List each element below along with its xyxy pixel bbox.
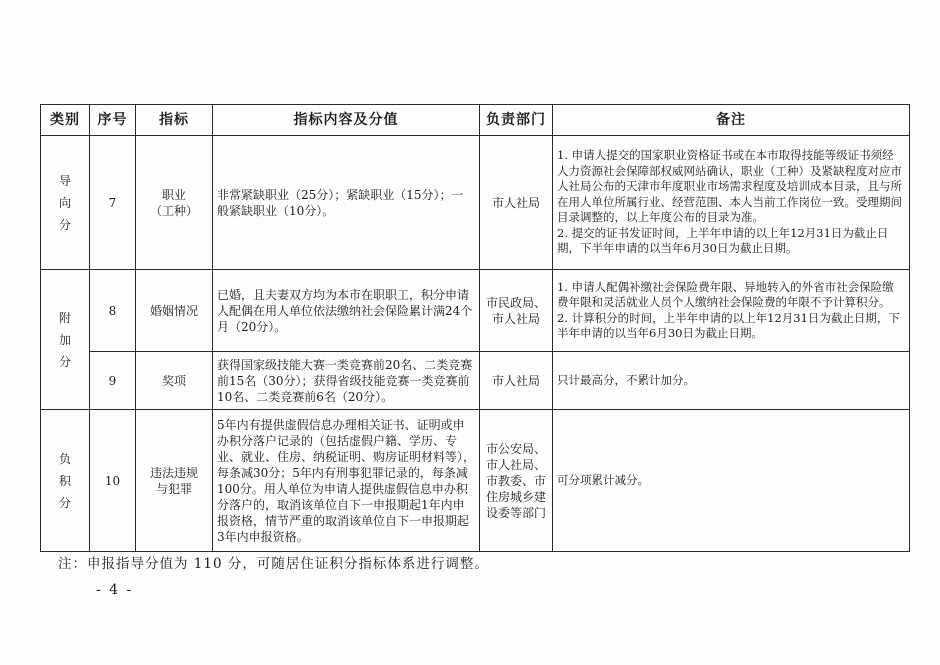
row-number: 9 <box>90 352 136 410</box>
department-cell: 市人社局 <box>480 136 553 270</box>
indicator-cell: 违法违规 与犯罪 <box>136 410 213 552</box>
table-footnote: 注：申报指导分值为 110 分，可随居住证积分指标体系进行调整。 <box>58 556 489 572</box>
points-indicator-table <box>40 104 910 552</box>
row-number: 10 <box>90 410 136 552</box>
indicator-cell: 职业 （工种） <box>136 136 213 270</box>
table-row <box>41 410 910 552</box>
table-row <box>41 352 910 410</box>
category-cell: 负 积 分 <box>41 410 90 552</box>
indicator-cell: 婚姻情况 <box>136 270 213 352</box>
category-cell: 导 向 分 <box>41 136 90 270</box>
remarks-cell: 1. 申请人提交的国家职业资格证书或在本市取得技能等级证书须经人力资源社会保障部权威网站确认，职业（工种）及紧缺程度对应市人社局公布的天津市年度职业市场需求程度及培训成本目录，且与所在用人单位所属行业、经营范围、本人当前工作岗位一致。受理期间目录调整的，以上年度公布的目录为准。 2. 提交的证书发证时间，上半年申请的以上年12月31日为截止日期，下半年申请的以当年6月30日为截止日期。 <box>553 136 910 270</box>
department-cell: 市民政局、市人社局 <box>480 270 553 352</box>
indicator-cell: 奖项 <box>136 352 213 410</box>
page-number: - 4 - <box>96 582 134 598</box>
row-number: 7 <box>90 136 136 270</box>
content-cell: 已婚，且夫妻双方均为本市在职职工，积分申请人配偶在用人单位依法缴纳社会保险累计满24个月（20分）。 <box>213 270 480 352</box>
header-content-score: 指标内容及分值 <box>213 105 480 136</box>
table-row <box>41 136 910 270</box>
table-header-row <box>41 105 910 136</box>
remarks-cell: 可分项累计减分。 <box>553 410 910 552</box>
table-row <box>41 270 910 352</box>
content-cell: 非常紧缺职业（25分）；紧缺职业（15分）；一般紧缺职业（10分）。 <box>213 136 480 270</box>
header-department: 负责部门 <box>480 105 553 136</box>
header-remarks: 备注 <box>553 105 910 136</box>
department-cell: 市公安局、市人社局、市教委、市住房城乡建设委等部门 <box>480 410 553 552</box>
remarks-cell: 只计最高分，不累计加分。 <box>553 352 910 410</box>
header-indicator: 指标 <box>136 105 213 136</box>
content-cell: 获得国家级技能大赛一类竞赛前20名、二类竞赛前15名（30分）；获得省级技能竞赛一类竞赛前10名、二类竞赛前6名（20分）。 <box>213 352 480 410</box>
row-number: 8 <box>90 270 136 352</box>
content-cell: 5年内有提供虚假信息办理相关证书、证明或申办积分落户记录的（包括虚假户籍、学历、专业、就业、住房、纳税证明、购房证明材料等），每条减30分；5年内有刑事犯罪记录的，每条减100分。用人单位为申请人提供虚假信息申办积分落户的，取消该单位自下一申报期起1年内申报资格，情节严重的取消该单位自下一申报期起3年内申报资格。 <box>213 410 480 552</box>
header-number: 序号 <box>90 105 136 136</box>
department-cell: 市人社局 <box>480 352 553 410</box>
category-cell: 附 加 分 <box>41 270 90 410</box>
remarks-cell: 1. 申请人配偶补缴社会保险费年限、异地转入的外省市社会保险缴费年限和灵活就业人员个人缴纳社会保险费的年限不予计算积分。 2. 计算积分的时间，上半年申请的以上年12月31日为截止日期，下半年申请的以当年6月30日为截止日期。 <box>553 270 910 352</box>
header-category: 类别 <box>41 105 90 136</box>
